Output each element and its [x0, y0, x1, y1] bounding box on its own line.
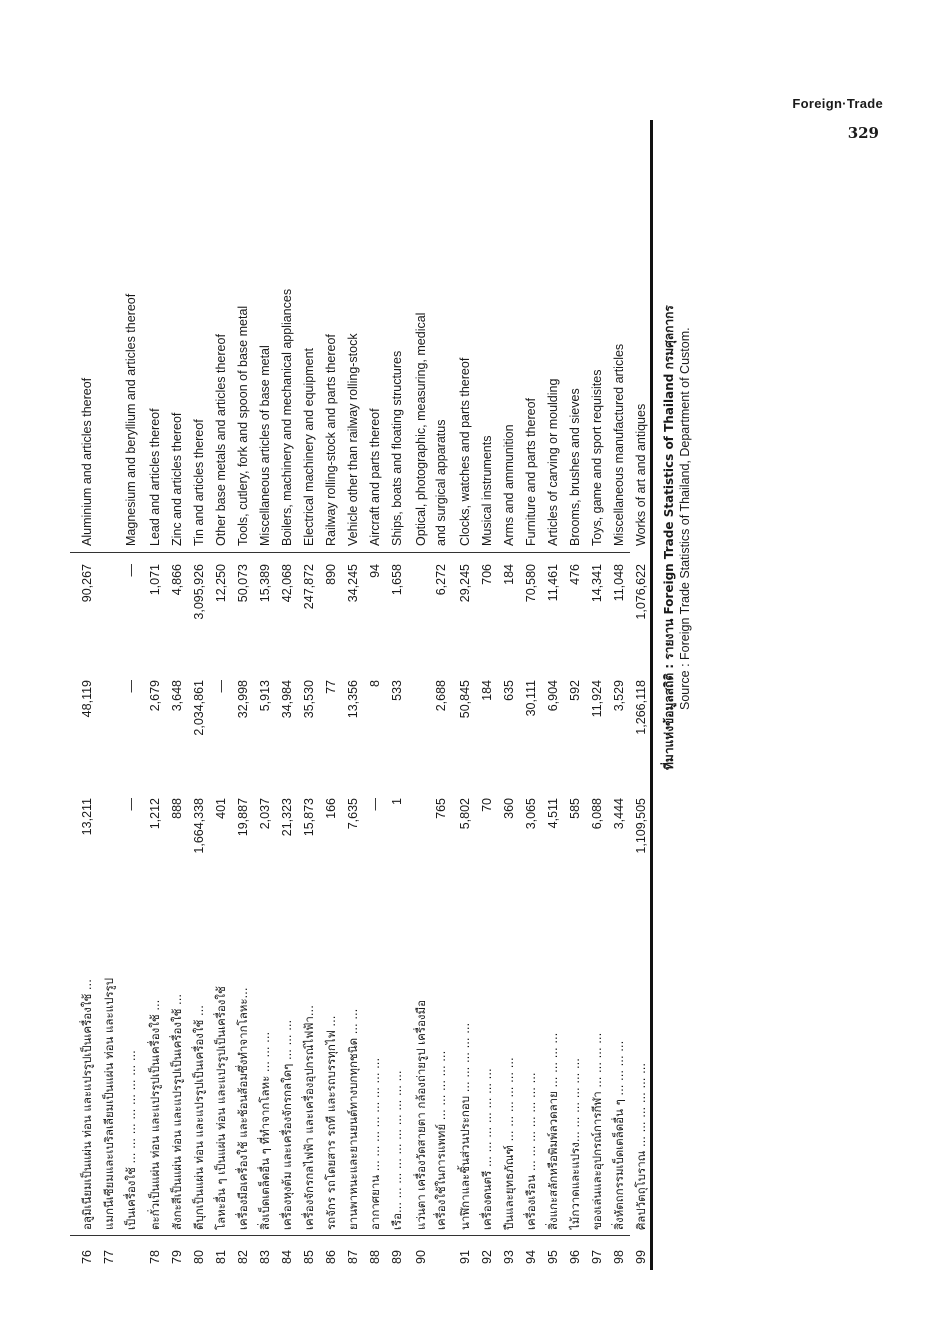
- hs-code: 92: [480, 1250, 494, 1264]
- table-row: [342, 120, 364, 1270]
- value-col-3: 4,866: [170, 564, 184, 596]
- hs-code: 88: [368, 1250, 382, 1264]
- table-row: [144, 120, 166, 1270]
- table-row: [608, 120, 630, 1270]
- english-description: Articles of carving or moulding: [546, 378, 560, 546]
- value-col-2: 11,924: [590, 680, 604, 718]
- thai-description: แว่นตา เครื่องวัดสายตา กล้องถ่ายรูป เครื่องมือ: [414, 1000, 428, 1230]
- value-col-2: 8: [368, 680, 382, 687]
- hs-code: 94: [524, 1250, 538, 1264]
- english-description: Vehicle other than railway rolling-stock: [346, 333, 360, 546]
- thai-description: สิ่งแกะสลักหรือพิมพ์ลวดลาย ... ... ... ...: [546, 1032, 560, 1230]
- table-row: [276, 120, 298, 1270]
- value-col-3: 247,872: [302, 564, 316, 610]
- value-col-3: 12,250: [214, 564, 228, 603]
- value-col-3: —: [124, 564, 138, 577]
- table-row: [166, 120, 188, 1270]
- value-col-1: 5,802: [458, 798, 472, 830]
- english-description: Aircraft and parts thereof: [368, 408, 382, 546]
- thai-description: ยานพาหนะและยานยนต์ทางบกทุกชนิด ... ...: [346, 1008, 360, 1230]
- english-description: Tin and articles thereof: [192, 419, 206, 546]
- value-col-1: 166: [324, 798, 338, 819]
- value-col-2: 635: [502, 680, 516, 701]
- english-description: Clocks, watches and parts thereof: [458, 357, 472, 546]
- value-col-3: 70,580: [524, 564, 538, 603]
- value-col-2: 34,984: [280, 680, 294, 719]
- value-col-1: —: [124, 798, 138, 811]
- value-col-3: 29,245: [458, 564, 472, 603]
- value-col-2: 2,679: [148, 680, 162, 712]
- english-description: Zinc and articles thereof: [170, 412, 184, 546]
- hs-code: 89: [390, 1250, 404, 1264]
- value-col-2: 48,119: [80, 680, 94, 718]
- hs-code: 77: [102, 1250, 116, 1264]
- thai-description: อากาศยาน ... ... ... ... ... ... ... ...: [368, 1057, 382, 1230]
- value-col-1: 1,212: [148, 798, 162, 830]
- english-description: Musical instruments: [480, 435, 494, 546]
- value-col-3: 94: [368, 564, 382, 578]
- hs-code: 95: [546, 1250, 560, 1264]
- hs-code: 87: [346, 1250, 360, 1264]
- thai-description: เป็นเครื่องใช้ ... ... ... ... ... ... ... ...: [124, 1050, 138, 1230]
- thai-description: ดีบุกเป็นแผ่น ท่อน และแปรรูปเป็นเครื่องใช้ ...: [192, 1005, 206, 1230]
- value-col-2: 1,266,118: [634, 680, 648, 735]
- table-row: [98, 120, 120, 1270]
- value-col-2: 5,913: [258, 680, 272, 712]
- value-col-1: 4,511: [546, 798, 560, 829]
- english-description: Miscellaneous articles of base metal: [258, 345, 272, 546]
- thai-description: ศิลปวัตถุโบราณ ... ... ... ... ... ...: [634, 1062, 648, 1230]
- thai-description: ปืนและยุทธภัณฑ์ ... ... ... ... ... ...: [502, 1057, 516, 1230]
- table-row: [76, 120, 98, 1270]
- thai-description: นาฬิกาและชิ้นส่วนประกอบ ... ... ... ... ...: [458, 1022, 472, 1230]
- rotated-table-page: [70, 120, 705, 1270]
- hs-code: 90: [414, 1250, 428, 1264]
- value-col-3: 3,095,926: [192, 564, 206, 620]
- value-col-2: 6,904: [546, 680, 560, 712]
- table-row: [476, 120, 498, 1270]
- value-col-2: 533: [390, 680, 404, 701]
- thai-description: ไม้กวาดและแปรง... ... ... ... ... ...: [568, 1058, 582, 1230]
- value-col-2: 13,356: [346, 680, 360, 719]
- hs-code: 99: [634, 1250, 648, 1264]
- table-row: [120, 120, 142, 1270]
- value-col-1: 6,088: [590, 798, 604, 830]
- english-description: and surgical apparatus: [434, 419, 448, 546]
- hs-code: 79: [170, 1250, 184, 1264]
- value-col-1: 70: [480, 798, 494, 812]
- source-thai-text: ที่มาแห่งข้อมูลสถิติ : รายงาน Foreign Trade Statistics of Thailand กรมศุลกากร: [662, 305, 676, 770]
- table-row: [430, 120, 452, 1270]
- value-col-1: 15,873: [302, 798, 316, 837]
- value-col-3: 184: [502, 564, 516, 585]
- value-col-1: 1: [390, 798, 404, 805]
- value-col-1: 1,664,338: [192, 798, 206, 854]
- value-col-1: 765: [434, 798, 448, 819]
- value-col-2: 184: [480, 680, 494, 701]
- hs-code: 76: [80, 1250, 94, 1264]
- hs-code: 97: [590, 1250, 604, 1264]
- english-description: Miscellaneous manufactured articles: [612, 343, 626, 546]
- value-col-3: 42,068: [280, 564, 294, 603]
- hs-code: 91: [458, 1250, 472, 1264]
- value-col-3: 15,389: [258, 564, 272, 603]
- value-col-3: 476: [568, 564, 582, 585]
- value-col-3: 34,245: [346, 564, 360, 603]
- running-header-title: Foreign·Trade: [792, 96, 883, 111]
- table-row: [254, 120, 276, 1270]
- value-col-3: 706: [480, 564, 494, 585]
- table-row: [210, 120, 232, 1270]
- english-description: Aluminium and articles thereof: [80, 377, 94, 546]
- english-description: Lead and articles thereof: [148, 408, 162, 546]
- english-description: Tools, cutlery, fork and spoon of base metal: [236, 305, 250, 546]
- value-col-3: 1,076,622: [634, 564, 648, 620]
- page-number: 329: [847, 124, 879, 142]
- value-col-1: 401: [214, 798, 228, 819]
- value-col-3: 890: [324, 564, 338, 585]
- value-col-1: 19,887: [236, 798, 250, 837]
- english-description: Brooms, brushes and sieves: [568, 388, 582, 546]
- value-col-1: 3,065: [524, 798, 538, 830]
- value-col-3: 11,048: [612, 564, 626, 602]
- english-description: Railway rolling-stock and parts thereof: [324, 334, 338, 546]
- thai-description: อลูมิเนียมเป็นแผ่น ท่อน และแปรรูปเป็นเครื่องใช้ ...: [80, 979, 94, 1230]
- value-col-2: 3,529: [612, 680, 626, 712]
- value-col-1: 21,323: [280, 798, 294, 837]
- value-col-2: 35,530: [302, 680, 316, 719]
- hs-code: 82: [236, 1250, 250, 1264]
- thai-description: แมกนีเซียมและเบริลเลียมเป็นแผ่น ท่อน และแปรรูป: [102, 977, 116, 1230]
- english-description: Arms and ammunition: [502, 424, 516, 546]
- thai-description: เรือ... ... ... ... ... ... ... ... ... ...: [390, 1070, 404, 1230]
- thai-description: โลหะอื่น ๆ เป็นแผ่น ท่อน และแปรรูปเป็นเครื่องใช้: [214, 986, 228, 1230]
- english-description: Ships, boats and floating structures: [390, 350, 404, 546]
- value-col-1: —: [368, 798, 382, 811]
- thai-description: ตะกั่วเป็นแผ่น ท่อน และแปรรูปเป็นเครื่องใช้ ...: [148, 999, 162, 1230]
- hs-code: 81: [214, 1250, 228, 1264]
- english-description: Toys, game and sport requisites: [590, 369, 604, 546]
- thai-description: ของเล่นและอุปกรณ์การกีฬา ... ... ... ...: [590, 1032, 604, 1230]
- value-col-2: —: [214, 680, 228, 693]
- hs-code: 85: [302, 1250, 316, 1264]
- value-col-3: 1,658: [390, 564, 404, 596]
- table-row: [298, 120, 320, 1270]
- thai-description: สิ่งเบ็ดเตล็ดอื่น ๆ ที่ทำจากโลหะ ... ... ...: [258, 1031, 272, 1230]
- hs-code: 84: [280, 1250, 294, 1264]
- value-col-1: 1,109,505: [634, 798, 648, 854]
- hs-code: 78: [148, 1250, 162, 1264]
- trade-table: [70, 120, 705, 1270]
- value-col-2: 32,998: [236, 680, 250, 719]
- table-row: [232, 120, 254, 1270]
- value-col-3: 6,272: [434, 564, 448, 596]
- value-col-2: 50,845: [458, 680, 472, 719]
- english-description: Magnesium and beryllium and articles thereof: [124, 293, 138, 546]
- value-col-2: —: [124, 680, 138, 693]
- thai-description: เครื่องดนตรี ... ... ... ... ... ... ...: [480, 1068, 494, 1230]
- table-row: [630, 120, 652, 1270]
- value-col-1: 360: [502, 798, 516, 819]
- english-description: Furniture and parts thereof: [524, 398, 538, 546]
- english-description: Other base metals and articles thereof: [214, 334, 228, 546]
- hs-code: 80: [192, 1250, 206, 1264]
- value-col-1: 888: [170, 798, 184, 819]
- hs-code: 86: [324, 1250, 338, 1264]
- value-col-1: 2,037: [258, 798, 272, 830]
- english-description: Works of art and antiques: [634, 403, 648, 546]
- value-col-2: 592: [568, 680, 582, 701]
- hs-code: 96: [568, 1250, 582, 1264]
- thai-description: สิ่งหัตถกรรมเบ็ดเตล็ดอื่น ๆ ... ... ... ...: [612, 1040, 626, 1230]
- thai-description: เครื่องหุงต้ม และเครื่องจักรกลใดๆ ... ... ...: [280, 1019, 294, 1230]
- thai-description: เครื่องเรือน ... ... ... ... ... ... ...: [524, 1072, 538, 1230]
- thai-description: เครื่องใช้ในการแพทย์ ... ... ... ... ...: [434, 1050, 448, 1230]
- table-row: [564, 120, 586, 1270]
- value-col-1: 585: [568, 798, 582, 819]
- thai-description: สังกะสีเป็นแผ่น ท่อน และแปรรูปเป็นเครื่องใช้ ...: [170, 993, 184, 1230]
- hs-code: 83: [258, 1250, 272, 1264]
- english-description: Optical, photographic, measuring, medical: [414, 312, 428, 546]
- value-col-2: 2,034,861: [192, 680, 206, 736]
- table-row: [542, 120, 564, 1270]
- value-col-3: 11,461: [546, 564, 560, 602]
- value-col-1: 3,444: [612, 798, 626, 830]
- value-col-2: 77: [324, 680, 338, 694]
- table-row: [520, 120, 542, 1270]
- table-row: [364, 120, 386, 1270]
- value-col-2: 30,111: [524, 680, 538, 717]
- hs-code: 98: [612, 1250, 626, 1264]
- table-row: [386, 120, 408, 1270]
- value-col-3: 50,073: [236, 564, 250, 603]
- source-english: Source : Foreign Trade Statistics of Thailand, Department of Custom.: [678, 327, 692, 710]
- value-col-2: 2,688: [434, 680, 448, 712]
- value-col-1: 7,635: [346, 798, 360, 830]
- table-row: [320, 120, 342, 1270]
- value-col-2: 3,648: [170, 680, 184, 712]
- english-description: Boilers, machinery and mechanical appliances: [280, 288, 294, 546]
- table-row: [454, 120, 476, 1270]
- value-col-3: 90,267: [80, 564, 94, 603]
- table-row: [410, 120, 432, 1270]
- table-row: [498, 120, 520, 1270]
- thai-description: เครื่องมือเครื่องใช้ และช้อนส้อมซึ่งทำจากโลหะ...: [236, 987, 250, 1230]
- thai-description: รถจักร รถโดยสาร รถที และรถบรรทุกไฟ ...: [324, 1015, 338, 1230]
- thai-description: เครื่องจักรกลไฟฟ้า และเครื่องอุปกรณ์ไฟฟ้า...: [302, 1005, 316, 1230]
- table-row: [188, 120, 210, 1270]
- english-description: Electrical machinery and equipment: [302, 347, 316, 546]
- value-col-3: 1,071: [148, 564, 162, 596]
- hs-code: 93: [502, 1250, 516, 1264]
- value-col-1: 13,211: [80, 798, 94, 836]
- source-thai: [660, 305, 679, 770]
- table-row: [586, 120, 608, 1270]
- value-col-3: 14,341: [590, 564, 604, 603]
